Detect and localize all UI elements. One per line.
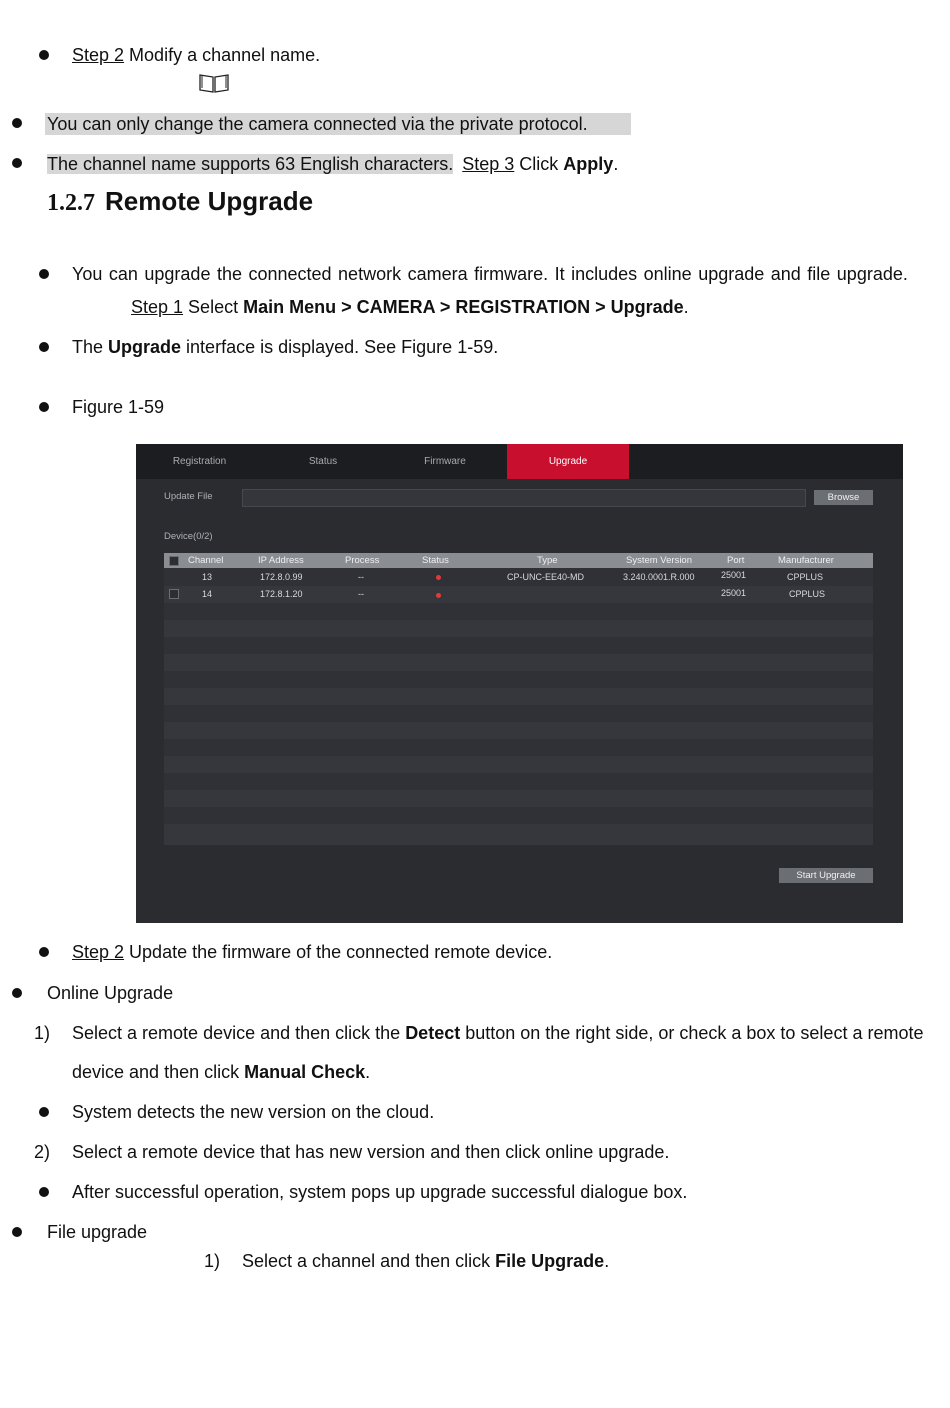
col-system-version: System Version [626, 555, 692, 566]
text: button on the right side, or check a box to select a remote [460, 1023, 924, 1043]
tab-status[interactable]: Status [308, 456, 338, 467]
online-upgrade-heading: Online Upgrade [47, 983, 174, 1003]
list-number: 2) [34, 1142, 51, 1162]
cell-channel: 13 [202, 572, 213, 582]
empty-row [164, 603, 873, 620]
step-label: Step 2 [72, 45, 125, 65]
note-channel-name-line [47, 153, 618, 175]
file-upgrade-heading: File upgrade [47, 1222, 148, 1242]
step-label: Step 3 [462, 154, 515, 174]
text: interface is displayed. See Figure 1-59. [181, 337, 499, 357]
text: Select a channel and then click [242, 1251, 496, 1271]
section-heading [47, 186, 313, 219]
upgrade-displayed-line [72, 336, 498, 358]
col-status: Status [422, 555, 449, 566]
punctuation: . [365, 1062, 371, 1082]
empty-row [164, 671, 873, 688]
cell-type: CP-UNC-EE40-MD [507, 572, 585, 582]
punctuation: . [683, 297, 689, 317]
col-process: Process [345, 555, 380, 566]
bullet [12, 988, 22, 998]
step2-modify-line [72, 44, 320, 66]
col-channel: Channel [188, 555, 224, 566]
cell-manufacturer: CPPLUS [787, 572, 824, 582]
table-header [164, 553, 873, 568]
cell-port: 25001 [721, 588, 747, 598]
bullet [39, 1107, 49, 1117]
cell-ip: 172.8.1.20 [260, 589, 303, 599]
bullet [39, 402, 49, 412]
bullet [39, 269, 49, 279]
empty-row [164, 688, 873, 705]
cell-port: 25001 [721, 570, 747, 580]
update-file-input[interactable] [242, 489, 806, 507]
after-success-text: After successful operation, system pops up upgrade successful dialogue box. [72, 1182, 688, 1202]
empty-row [164, 807, 873, 824]
select-all-checkbox[interactable] [169, 556, 179, 566]
empty-row [164, 620, 873, 637]
punctuation: . [613, 154, 619, 174]
step2-update-line [72, 941, 552, 963]
upgrade-screenshot [136, 444, 903, 923]
bullet [39, 947, 49, 957]
step-text: Update the firmware of the connected remote device. [124, 942, 553, 962]
bullet [12, 118, 22, 128]
empty-row [164, 790, 873, 807]
upgrade-label: Upgrade [108, 337, 182, 357]
book-icon [198, 72, 230, 94]
step-label: Step 1 [131, 297, 184, 317]
col-port: Port [727, 555, 745, 566]
tab-bar [136, 444, 903, 479]
file-item1-line [242, 1250, 609, 1272]
bullet [39, 1187, 49, 1197]
bullet [12, 1227, 22, 1237]
tab-registration[interactable]: Registration [172, 456, 227, 467]
list-number: 1) [204, 1251, 221, 1271]
col-manufacturer: Manufacturer [778, 555, 834, 566]
manual-check-label: Manual Check [244, 1062, 366, 1082]
update-file-label: Update File [164, 491, 213, 502]
empty-row [164, 637, 873, 654]
status-dot [436, 593, 441, 598]
step-label: Step 2 [72, 942, 125, 962]
col-type: Type [537, 555, 558, 566]
section-title: Remote Upgrade [105, 186, 314, 216]
bullet [39, 50, 49, 60]
row-checkbox[interactable] [169, 589, 179, 599]
cell-version: 3.240.0001.R.000 [623, 572, 695, 582]
file-upgrade-label: File Upgrade [495, 1251, 605, 1271]
apply-label: Apply [563, 154, 614, 174]
empty-row [164, 654, 873, 671]
step1-line [131, 296, 689, 318]
device-table [164, 553, 873, 845]
tab-firmware[interactable]: Firmware [424, 456, 466, 467]
tab-upgrade[interactable]: Upgrade [507, 444, 629, 479]
text: The [72, 337, 109, 357]
step-text: Modify a channel name. [124, 45, 321, 65]
bullet [12, 158, 22, 168]
cell-manufacturer: CPPLUS [789, 589, 826, 599]
cell-process: -- [358, 589, 364, 599]
section-number: 1.2.7 [47, 190, 95, 216]
col-ip-address: IP Address [258, 555, 304, 566]
text: Select a remote device and then click the [72, 1023, 406, 1043]
empty-row [164, 739, 873, 756]
empty-row [164, 705, 873, 722]
text: device and then click [72, 1062, 245, 1082]
punctuation: . [604, 1251, 610, 1271]
device-count: Device(0/2) [164, 531, 213, 542]
bullet [39, 342, 49, 352]
browse-button[interactable]: Browse [814, 490, 873, 505]
cell-channel: 14 [202, 589, 213, 599]
detects-text: System detects the new version on the cloud. [72, 1102, 435, 1122]
cell-ip: 172.8.0.99 [260, 572, 303, 582]
status-dot [436, 575, 441, 580]
table-row[interactable] [164, 569, 873, 586]
intro-text: You can upgrade the connected network camera firmware. It includes online upgrade and file upgrade. [72, 264, 908, 284]
table-row[interactable] [164, 586, 873, 603]
step-text: Click [514, 154, 564, 174]
menu-path: Main Menu > CAMERA > REGISTRATION > Upgrade [243, 297, 684, 317]
note-private-protocol: You can only change the camera connected via the private protocol. [47, 114, 588, 134]
note-channel-name: The channel name supports 63 English characters. [47, 154, 454, 174]
list-number: 1) [34, 1023, 51, 1043]
empty-row [164, 722, 873, 739]
cell-process: -- [358, 572, 364, 582]
empty-row [164, 756, 873, 773]
online-item2-text: Select a remote device that has new version and then click online upgrade. [72, 1142, 670, 1162]
figure-caption: Figure 1-59 [72, 397, 165, 417]
empty-row [164, 824, 873, 845]
detect-label: Detect [405, 1023, 461, 1043]
step-text: Select [183, 297, 244, 317]
start-upgrade-button[interactable]: Start Upgrade [779, 868, 873, 883]
online-item1-line1 [72, 1022, 923, 1044]
online-item1-line2 [72, 1061, 370, 1083]
empty-row [164, 773, 873, 790]
